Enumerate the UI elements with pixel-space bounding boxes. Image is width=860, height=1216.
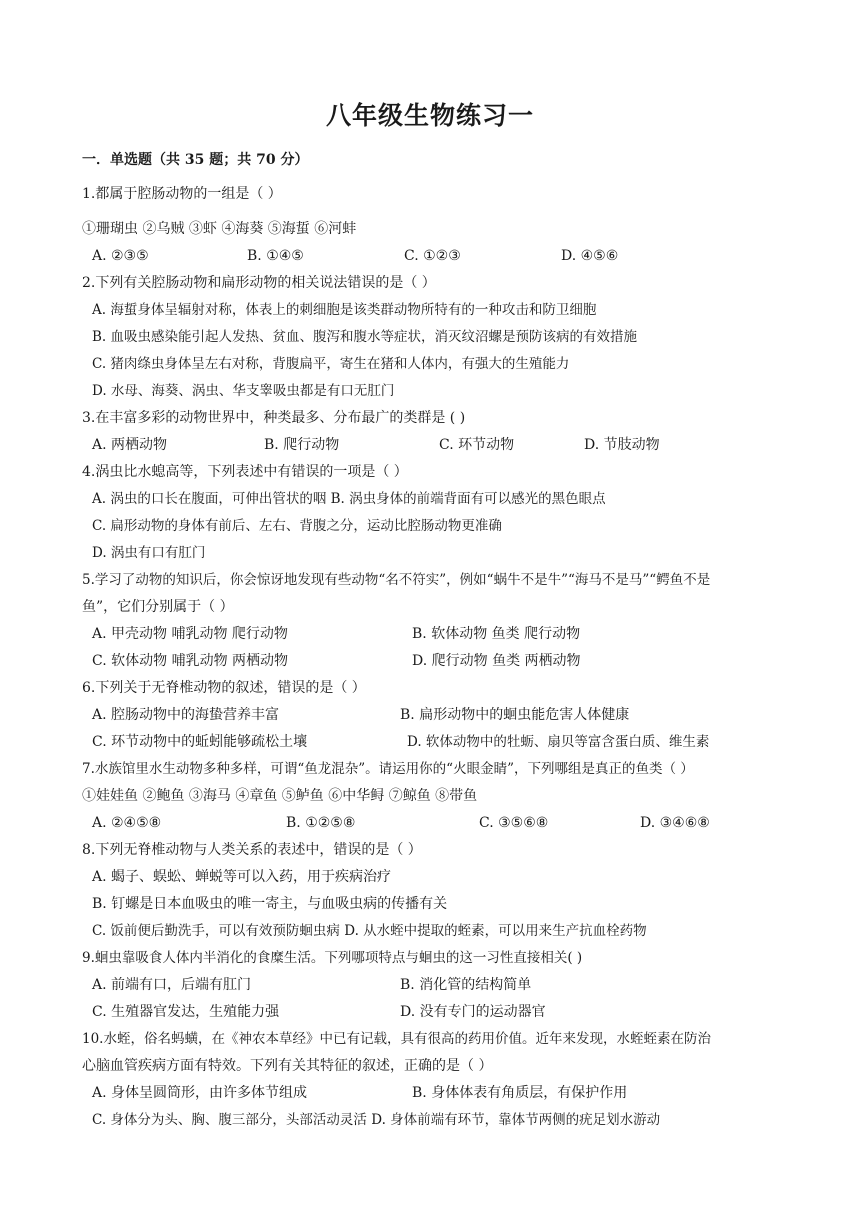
page-title: 八年级生物练习一 xyxy=(325,101,534,130)
question-1-option-c: C. ①②③ xyxy=(404,248,461,264)
question-1-items: ①珊瑚虫 ②乌贼 ③虾 ④海葵 ⑤海蜇 ⑥河蚌 xyxy=(82,221,357,237)
question-1-option-d: D. ④⑤⑥ xyxy=(561,248,619,264)
question-7-option-b: B. ①②⑤⑧ xyxy=(286,815,356,831)
question-3-option-b: B. 爬行动物 xyxy=(264,437,340,453)
question-9-option-d: D. 没有专门的运动器官 xyxy=(400,1004,546,1020)
question-9-option-c: C. 生殖器官发达，生殖能力强 xyxy=(92,1004,280,1020)
question-10-stem-line-2: 心脑血管疾病方面有特效。下列有关其特征的叙述，正确的是（ ） xyxy=(82,1058,493,1074)
question-8-option-b: B. 钉螺是日本血吸虫的唯一寄主，与血吸虫病的传播有关 xyxy=(92,896,448,912)
question-4-option-c: C. 扁形动物的身体有前后、左右、背腹之分，运动比腔肠动物更准确 xyxy=(92,518,502,534)
question-6-option-b: B. 扁形动物中的蛔虫能危害人体健康 xyxy=(400,707,630,723)
question-7-items: ①娃娃鱼 ②鲍鱼 ③海马 ④章鱼 ⑤鲈鱼 ⑥中华鲟 ⑦鲸鱼 ⑧带鱼 xyxy=(82,788,478,804)
question-2-stem: 2.下列有关腔肠动物和扁形动物的相关说法错误的是（ ） xyxy=(82,275,436,291)
question-10-stem-line-1: 10.水蛭，俗名蚂蟥，在《神农本草经》中已有记载，具有很高的药用价值。近年来发现，水蛭蛭素在防治 xyxy=(82,1031,711,1047)
question-7-stem: 7.水族馆里水生动物多种多样，可谓“鱼龙混杂”。请运用你的“火眼金睛”，下列哪组是真正的鱼类（ ） xyxy=(82,761,694,777)
question-10-option-a: A. 身体呈圆筒形，由许多体节组成 xyxy=(92,1085,308,1101)
question-5-option-b: B. 软体动物 鱼类 爬行动物 xyxy=(412,626,581,642)
question-6-option-d: D. 软体动物中的牡蛎、扇贝等富含蛋白质、维生素 xyxy=(407,734,710,750)
question-2-option-a: A. 海蜇身体呈辐射对称，体表上的刺细胞是该类群动物所特有的一种攻击和防卫细胞 xyxy=(92,302,597,318)
question-3-option-a: A. 两栖动物 xyxy=(92,437,168,453)
question-4-option-d: D. 涡虫有口有肛门 xyxy=(92,545,206,561)
question-10-option-cd: C. 身体分为头、胸、腹三部分，头部活动灵活 D. 身体前端有环节，靠体节两侧的疣足划水游动 xyxy=(92,1112,661,1128)
question-4-stem: 4.涡虫比水螅高等，下列表述中有错误的一项是（ ） xyxy=(82,464,408,480)
question-9-option-b: B. 消化管的结构简单 xyxy=(400,977,532,993)
question-5-option-c: C. 软体动物 哺乳动物 两栖动物 xyxy=(92,653,289,669)
question-2-option-b: B. 血吸虫感染能引起人发热、贫血、腹泻和腹水等症状，消灭纹沼螺是预防该病的有效措施 xyxy=(92,329,638,345)
question-5-stem-line-1: 5.学习了动物的知识后，你会惊讶地发现有些动物“名不符实”，例如“蜗牛不是牛”“海马不是马”“鳄鱼不是 xyxy=(82,572,711,588)
question-6-option-c: C. 环节动物中的蚯蚓能够疏松土壤 xyxy=(92,734,308,750)
question-6-stem: 6.下列关于无脊椎动物的叙述，错误的是（ ） xyxy=(82,680,366,696)
question-5-option-a: A. 甲壳动物 哺乳动物 爬行动物 xyxy=(92,626,288,642)
question-10-option-b: B. 身体体表有角质层，有保护作用 xyxy=(412,1085,628,1101)
question-7-option-d: D. ③④⑥⑧ xyxy=(640,815,710,831)
question-7-option-c: C. ③⑤⑥⑧ xyxy=(479,815,549,831)
question-9-option-a: A. 前端有口，后端有肛门 xyxy=(92,977,252,993)
question-1-option-a: A. ②③⑤ xyxy=(92,248,149,264)
question-3-option-d: D. 节肢动物 xyxy=(584,437,660,453)
question-3-option-c: C. 环节动物 xyxy=(439,437,515,453)
question-6-option-a: A. 腔肠动物中的海蛰营养丰富 xyxy=(92,707,280,723)
question-9-stem: 9.蛔虫靠吸食人体内半消化的食糜生活。下列哪项特点与蛔虫的这一习性直接相关( ) xyxy=(82,950,583,966)
question-3-stem: 3.在丰富多彩的动物世界中，种类最多、分布最广的类群是 ( ) xyxy=(82,410,466,426)
question-2-option-c: C. 猪肉绦虫身体呈左右对称，背腹扁平，寄生在猪和人体内，有强大的生殖能力 xyxy=(92,356,570,372)
question-4-option-ab: A. 涡虫的口长在腹面，可伸出管状的咽 B. 涡虫身体的前端背面有可以感光的黑色眼点 xyxy=(92,491,606,507)
question-1-stem: 1.都属于腔肠动物的一组是（ ） xyxy=(82,186,282,202)
question-1-option-b: B. ①④⑤ xyxy=(247,248,304,264)
question-8-stem: 8.下列无脊椎动物与人类关系的表述中，错误的是（ ） xyxy=(82,842,422,858)
question-2-option-d: D. 水母、海葵、涡虫、华支睾吸虫都是有口无肛门 xyxy=(92,383,395,399)
question-7-option-a: A. ②④⑤⑧ xyxy=(92,815,162,831)
question-8-option-a: A. 蝎子、蜈蚣、蝉蜕等可以入药，用于疾病治疗 xyxy=(92,869,392,885)
question-5-option-d: D. 爬行动物 鱼类 两栖动物 xyxy=(412,653,581,669)
question-5-stem-line-2: 鱼”，它们分别属于（ ） xyxy=(82,599,234,615)
question-8-option-cd: C. 饭前便后勤洗手，可以有效预防蛔虫病 D. 从水蛭中提取的蛭素，可以用来生产抗血栓药物 xyxy=(92,923,647,939)
section-heading: 一．单选题（共 35 题；共 70 分） xyxy=(82,152,309,168)
